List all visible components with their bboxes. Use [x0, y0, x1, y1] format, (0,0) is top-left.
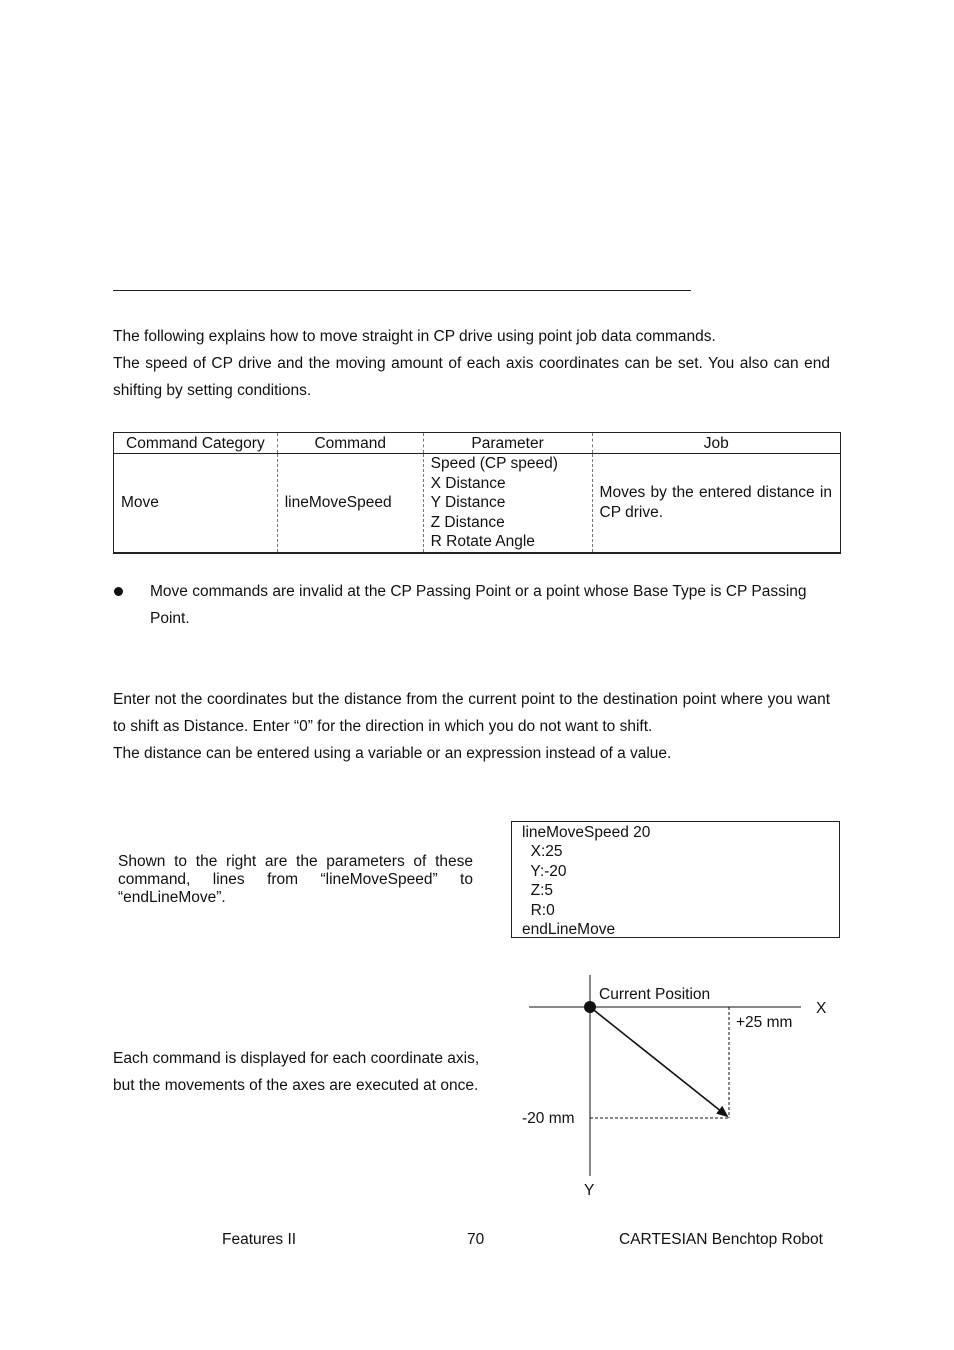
code-line: lineMoveSpeed 20	[522, 824, 651, 841]
cell-category: Move	[114, 454, 278, 553]
parameter-y-distance: Y Distance	[430, 494, 506, 511]
cell-job: Moves by the entered distance in CP drive.	[592, 454, 840, 553]
command-table	[113, 432, 841, 554]
table-header-row	[114, 433, 841, 454]
each-command-paragraph	[113, 1045, 513, 1099]
example-description	[118, 853, 473, 907]
current-position-marker	[584, 1001, 596, 1013]
cell-parameters	[423, 454, 592, 553]
intro-line-2: The speed of CP drive and the moving amount of each axis coordinates can be set. You also can end shifting by setting conditions.	[113, 355, 830, 399]
code-line: X:25	[522, 843, 563, 861]
bullet-icon	[114, 587, 123, 596]
section-divider	[113, 290, 691, 291]
movement-arrow	[590, 1007, 727, 1116]
each-command-line-1: Each command is displayed for each coordinate axis,	[113, 1050, 480, 1067]
code-line: R:0	[522, 901, 555, 919]
code-line: Z:5	[522, 882, 554, 900]
distance-line-2: The distance can be entered using a variable or an expression instead of a value.	[113, 745, 672, 762]
header-command-category: Command Category	[114, 433, 278, 454]
x-axis-label: X	[816, 1000, 827, 1017]
header-parameter: Parameter	[423, 433, 592, 454]
distance-line-1: Enter not the coordinates but the distance from the current point to the destination point where you want to shift as Distance. Enter “0” for the direction in which you do not want to shift.	[113, 691, 830, 735]
footer-section-title: Features II	[222, 1231, 297, 1248]
movement-diagram-svg	[515, 968, 845, 1208]
header-job: Job	[592, 433, 840, 454]
note-bullet	[113, 578, 830, 632]
parameter-z-distance: Z Distance	[430, 513, 505, 531]
y-offset-label: -20 mm	[522, 1110, 575, 1127]
distance-paragraph	[113, 686, 830, 767]
code-example-box	[511, 821, 840, 938]
current-position-label: Current Position	[599, 986, 711, 1003]
intro-line-1: The following explains how to move straight in CP drive using point job data commands.	[113, 328, 716, 345]
example-description-text: Shown to the right are the parameters of these command, lines from “lineMoveSpeed” to “endLineMove”.	[118, 853, 473, 906]
parameter-speed: Speed (CP speed)	[430, 455, 558, 472]
each-command-line-2: but the movements of the axes are executed at once.	[113, 1077, 479, 1094]
footer-page-number: 70	[467, 1231, 485, 1248]
parameter-x-distance: X Distance	[430, 474, 506, 492]
x-offset-label: +25 mm	[736, 1014, 793, 1031]
parameter-r-rotate-angle: R Rotate Angle	[430, 533, 535, 550]
header-command: Command	[277, 433, 423, 454]
intro-paragraph	[113, 323, 830, 404]
y-axis-label: Y	[584, 1182, 595, 1199]
note-text: Move commands are invalid at the CP Passing Point or a point whose Base Type is CP Passing Point.	[150, 583, 807, 627]
code-line: endLineMove	[522, 921, 616, 939]
code-line: Y:-20	[522, 862, 567, 880]
cell-command: lineMoveSpeed	[277, 454, 423, 553]
table-row	[114, 454, 841, 553]
movement-diagram	[515, 968, 845, 1208]
footer-product-name: CARTESIAN Benchtop Robot	[619, 1231, 823, 1248]
